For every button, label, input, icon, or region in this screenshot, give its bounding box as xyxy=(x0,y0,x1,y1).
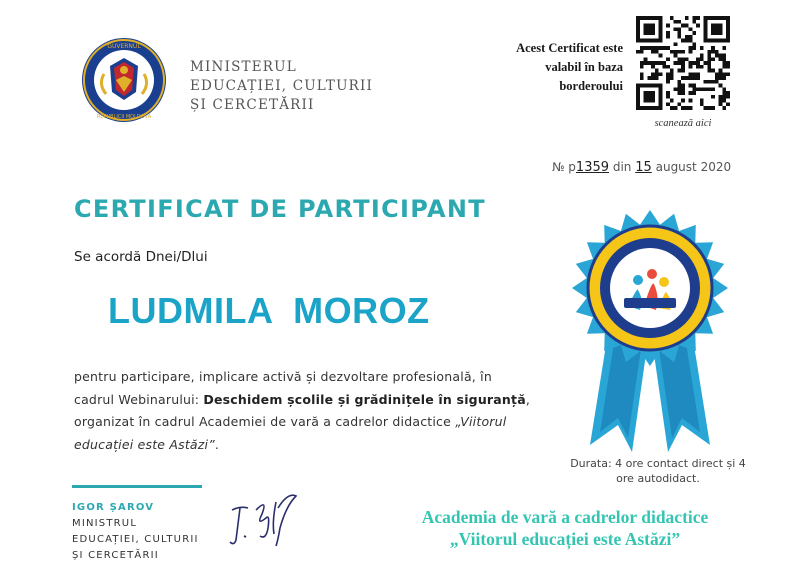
qr-code-icon[interactable] xyxy=(636,16,730,110)
body-part-2: , organizat în cadrul Academiei de vară a cadrelor didactice xyxy=(74,391,531,429)
number-prefix: № p xyxy=(552,160,576,174)
certificate-day: 15 xyxy=(635,160,652,175)
ministry-line-3: ȘI CERCETĂRII xyxy=(190,97,315,113)
academy-line-2: „Viitorul educației este Astăzi” xyxy=(449,529,681,549)
duration-note: Durata: 4 ore contact direct și 4 ore autodidact. xyxy=(570,457,746,485)
certificate-month-year: august 2020 xyxy=(655,160,732,174)
signer-role-1: MINISTRUL xyxy=(72,518,138,529)
certificate-title: CERTIFICAT DE PARTICIPANT xyxy=(74,195,486,223)
handwritten-signature xyxy=(226,488,306,550)
verification-line-3: borderoului xyxy=(559,79,623,93)
svg-text:REPUBLICII MOLDOVA: REPUBLICII MOLDOVA xyxy=(96,114,152,120)
svg-text:GUVERNUL: GUVERNUL xyxy=(107,43,141,50)
verification-line-1: Acest Certificat este xyxy=(516,41,623,55)
academy-quote: „Viitorul educației este Astăzi” xyxy=(74,414,507,452)
body-part-3: . xyxy=(214,436,220,452)
signer-name: IGOR ȘAROV xyxy=(72,502,155,513)
ministry-line-1: MINISTERUL xyxy=(190,59,297,75)
verification-note xyxy=(505,39,623,96)
ministry-name xyxy=(190,58,373,115)
certificate-number-line xyxy=(552,160,731,175)
recipient-name: LUDMILA MOROZ xyxy=(108,290,430,331)
verification-line-2: valabil în baza xyxy=(545,60,623,74)
signer-divider xyxy=(72,485,202,488)
webinar-title: Deschidem școlile și grădinițele în siguranță xyxy=(203,391,526,407)
award-medal-icon xyxy=(570,210,730,455)
ministry-line-2: EDUCAȚIEI, CULTURII xyxy=(190,78,374,94)
signer-block xyxy=(72,500,199,564)
awarded-to-label: Se acordă Dnei/Dlui xyxy=(74,249,208,265)
signer-role-2: EDUCAȚIEI, CULTURII xyxy=(72,534,199,545)
certificate-number: 1359 xyxy=(575,160,610,175)
signer-role-3: ȘI CERCETĂRII xyxy=(72,550,159,561)
date-prefix: din xyxy=(612,160,632,174)
body-part-1: pentru participare, implicare activă și dezvoltare profesională, în cadrul Webinarului: xyxy=(74,369,492,407)
moldova-coat-of-arms-logo xyxy=(80,36,168,124)
academy-line-1: Academia de vară a cadrelor didactice xyxy=(421,507,709,527)
academy-banner xyxy=(390,506,740,550)
scan-label: scanează aici xyxy=(654,118,712,129)
certificate-body xyxy=(74,366,534,456)
